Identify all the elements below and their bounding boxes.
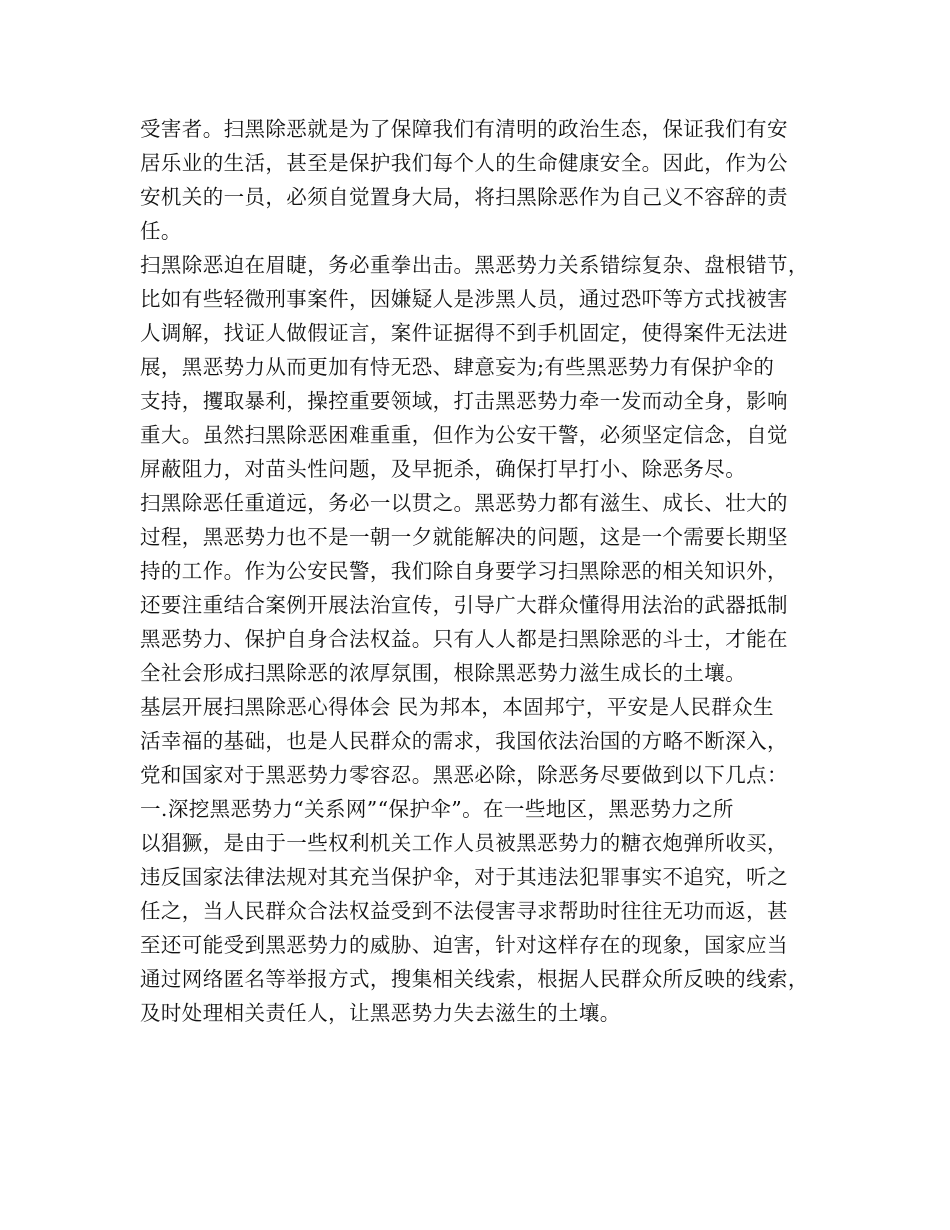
text-line: 人调解，找证人做假证言，案件证据得不到手机固定，使得案件无法进	[140, 321, 788, 345]
text-line: 任。	[140, 219, 182, 243]
text-line: 重大。虽然扫黑除恶困难重重，但作为公安干警，必须坚定信念，自觉	[140, 423, 788, 447]
text-line: 居乐业的生活，甚至是保护我们每个人的生命健康安全。因此，作为公	[140, 151, 788, 175]
text-line: 支持，攫取暴利，操控重要领域，打击黑恶势力牵一发而动全身，影响	[140, 389, 788, 413]
document-body	[140, 112, 830, 1030]
text-line: 持的工作。作为公安民警，我们除自身要学习扫黑除恶的相关知识外，	[140, 559, 788, 583]
text-line: 通过网络匿名等举报方式，搜集相关线索，根据人民群众所反映的线索，	[140, 967, 809, 991]
text-line: 黑恶势力、保护自身合法权益。只有人人都是扫黑除恶的斗士，才能在	[140, 627, 788, 651]
text-line: 受害者。扫黑除恶就是为了保障我们有清明的政治生态，保证我们有安	[140, 117, 788, 141]
text-line: 屏蔽阻力，对苗头性问题，及早扼杀，确保打早打小、除恶务尽。	[140, 457, 747, 481]
text-line: 违反国家法律法规对其充当保护伞，对于其违法犯罪事实不追究，听之	[140, 865, 788, 889]
text-line: 活幸福的基础，也是人民群众的需求，我国依法治国的方略不断深入，	[140, 729, 788, 753]
text-line: 党和国家对于黑恶势力零容忍。黑恶必除，除恶务尽要做到以下几点：	[140, 763, 788, 787]
text-line: 至还可能受到黑恶势力的威胁、迫害，针对这样存在的现象，国家应当	[140, 933, 788, 957]
text-line: 任之，当人民群众合法权益受到不法侵害寻求帮助时往往无功而返，甚	[140, 899, 788, 923]
text-line: 以猖獗，是由于一些权利机关工作人员被黑恶势力的糖衣炮弹所收买，	[140, 831, 788, 855]
text-line: 一.深挖黑恶势力“关系网”“保护伞”。在一些地区，黑恶势力之所	[140, 797, 734, 821]
text-line: 扫黑除恶任重道远，务必一以贯之。黑恶势力都有滋生、成长、壮大的	[140, 491, 788, 515]
text-line: 及时处理相关责任人，让黑恶势力失去滋生的土壤。	[140, 1001, 621, 1025]
text-line: 扫黑除恶迫在眉睫，务必重拳出击。黑恶势力关系错综复杂、盘根错节，	[140, 253, 809, 277]
text-line: 全社会形成扫黑除恶的浓厚氛围，根除黑恶势力滋生成长的土壤。	[140, 661, 747, 685]
text-line: 展，黑恶势力从而更加有恃无恐、肆意妄为;有些黑恶势力有保护伞的	[140, 355, 775, 379]
text-line: 安机关的一员，必须自觉置身大局，将扫黑除恶作为自己义不容辞的责	[140, 185, 788, 209]
text-line: 过程，黑恶势力也不是一朝一夕就能解决的问题，这是一个需要长期坚	[140, 525, 788, 549]
text-line: 基层开展扫黑除恶心得体会 民为邦本，本固邦宁，平安是人民群众生	[140, 695, 774, 719]
text-line: 比如有些轻微刑事案件，因嫌疑人是涉黑人员，通过恐吓等方式找被害	[140, 287, 788, 311]
text-line: 还要注重结合案例开展法治宣传，引导广大群众懂得用法治的武器抵制	[140, 593, 788, 617]
